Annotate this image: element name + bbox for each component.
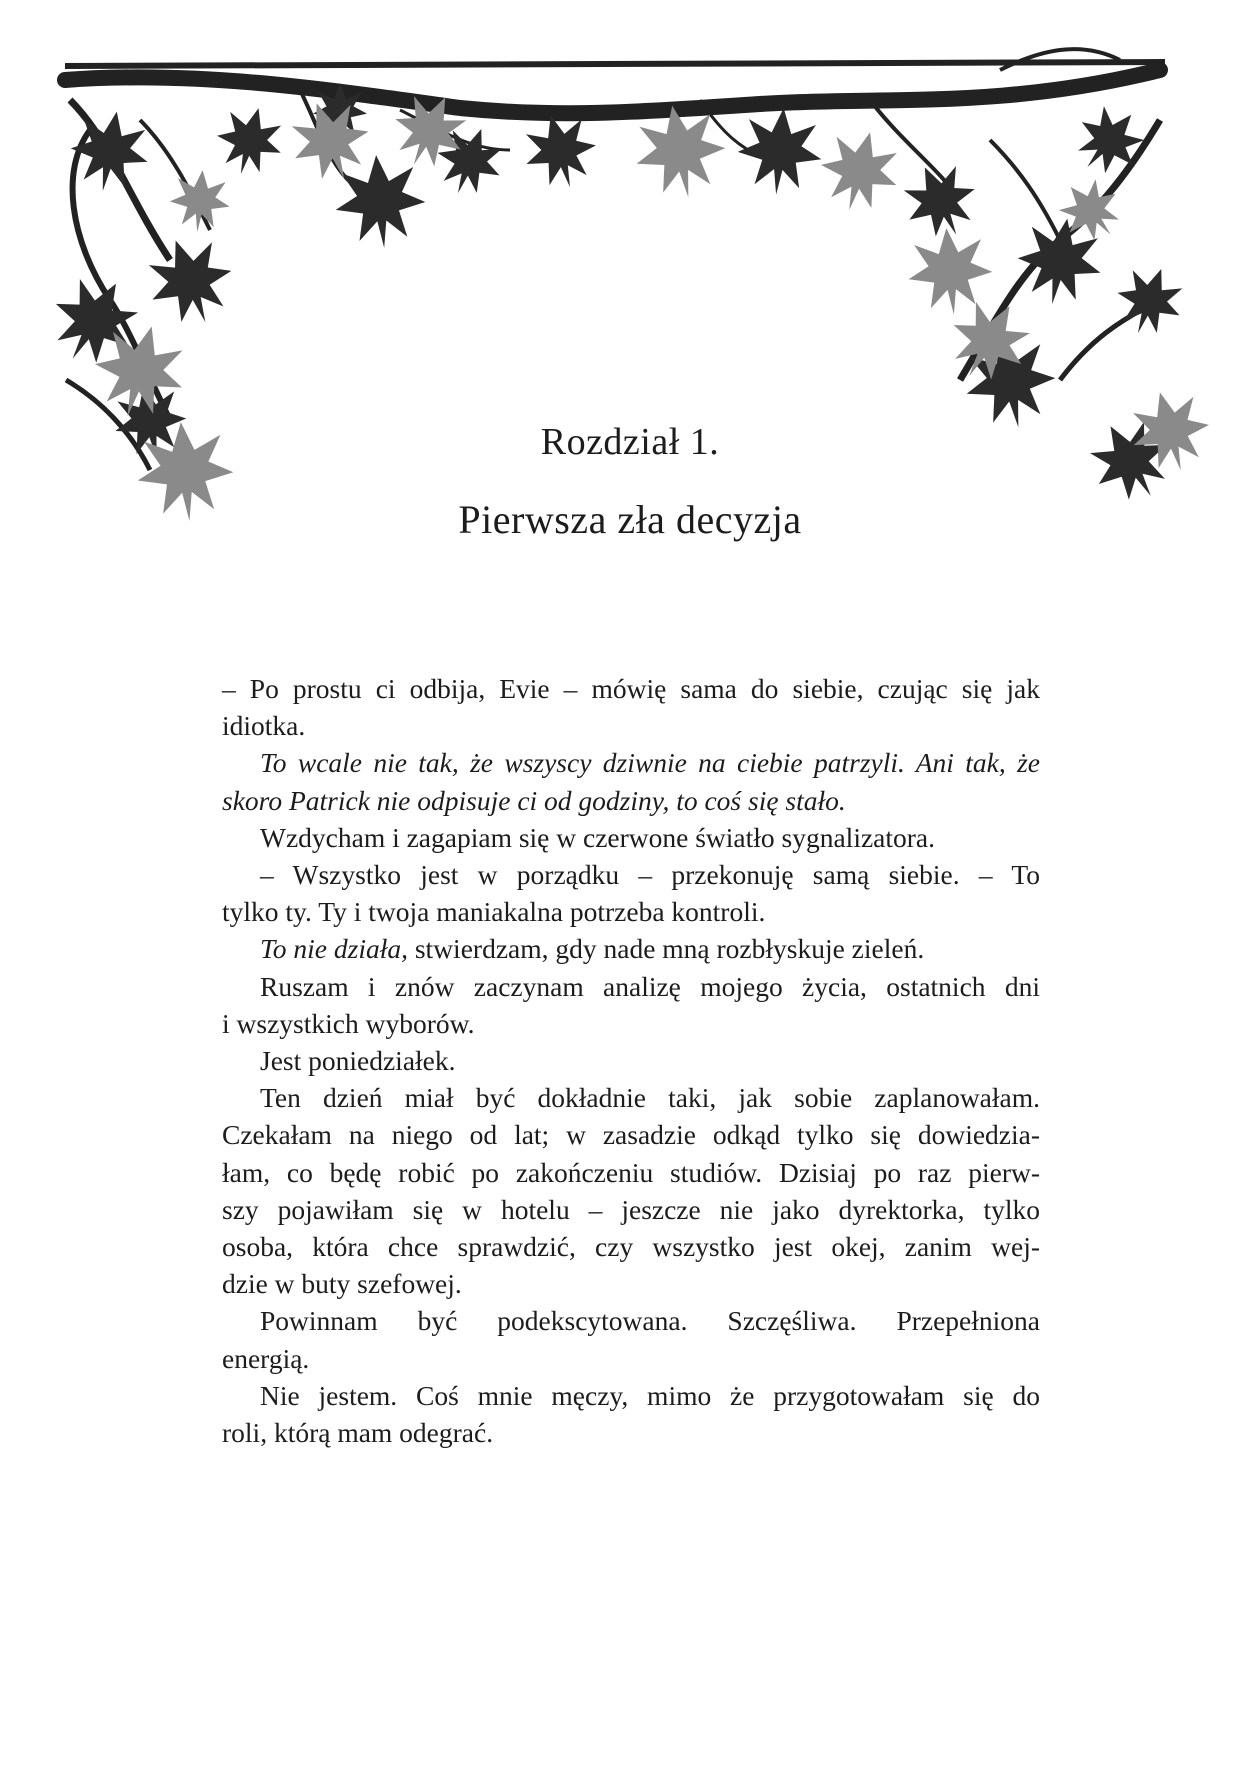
text-line: energią. xyxy=(222,1342,310,1374)
text-line: tylko ty. Ty i twoja maniakalna potrzeba kontroli. xyxy=(222,896,766,928)
text-line: Powinnam być podekscytowana. Szczęśliwa. Przepełniona xyxy=(260,1305,1040,1337)
text-line: idiotka. xyxy=(222,710,306,742)
chapter-title: Pierwsza zła decyzja xyxy=(458,497,802,542)
text-line: Ruszam i znów zaczynam analizę mojego życia, ostatnich dni xyxy=(260,970,1040,1002)
text-line: Jest poniedziałek. xyxy=(260,1045,456,1077)
text-line: – Wszystko jest w porządku – przekonuję samą siebie. – To xyxy=(260,859,1040,891)
text-line-italic: skoro Patrick nie odpisuje ci od godziny, to coś się stało. xyxy=(222,784,846,816)
text-line: i wszystkich wyborów. xyxy=(222,1007,475,1039)
text-line: roli, którą mam odegrać. xyxy=(222,1417,494,1449)
text-line xyxy=(222,930,1040,967)
text-line: szy pojawiłam się w hotelu – jeszcze nie jako dyrektorka, tylko xyxy=(222,1193,1040,1225)
text-line: – Po prostu ci odbija, Evie – mówię sama do siebie, czując się jak xyxy=(222,673,1040,704)
text-line: łam, co będę robić po zakończeniu studiów. Dzisiaj po raz pierw- xyxy=(222,1156,1040,1188)
text-line: Wzdycham i zagapiam się w czerwone światło sygnalizatora. xyxy=(260,821,935,853)
text-line: osoba, która chce sprawdzić, czy wszystko jest okej, zanim wej- xyxy=(222,1231,1040,1263)
chapter-number: Rozdział 1. xyxy=(540,421,720,463)
italic-phrase: To nie działa, xyxy=(260,933,408,965)
text-line: Ten dzień miał być dokładnie taki, jak sobie zaplanowałam. xyxy=(260,1082,1040,1114)
text-line-italic: To wcale nie tak, że wszyscy dziwnie na ciebie patrzyli. Ani tak, że xyxy=(260,747,1040,779)
text-line: Czekałam na niego od lat; w zasadzie odkąd tylko się dowiedzia- xyxy=(222,1119,1040,1151)
chapter-body-text xyxy=(222,670,1040,1451)
text-fragment: stwierdzam, gdy nade mną rozbłyskuje zieleń. xyxy=(407,933,925,965)
text-line: dzie w buty szefowej. xyxy=(222,1268,462,1300)
text-line: Nie jestem. Coś mnie męczy, mimo że przygotowałam się do xyxy=(260,1379,1040,1411)
